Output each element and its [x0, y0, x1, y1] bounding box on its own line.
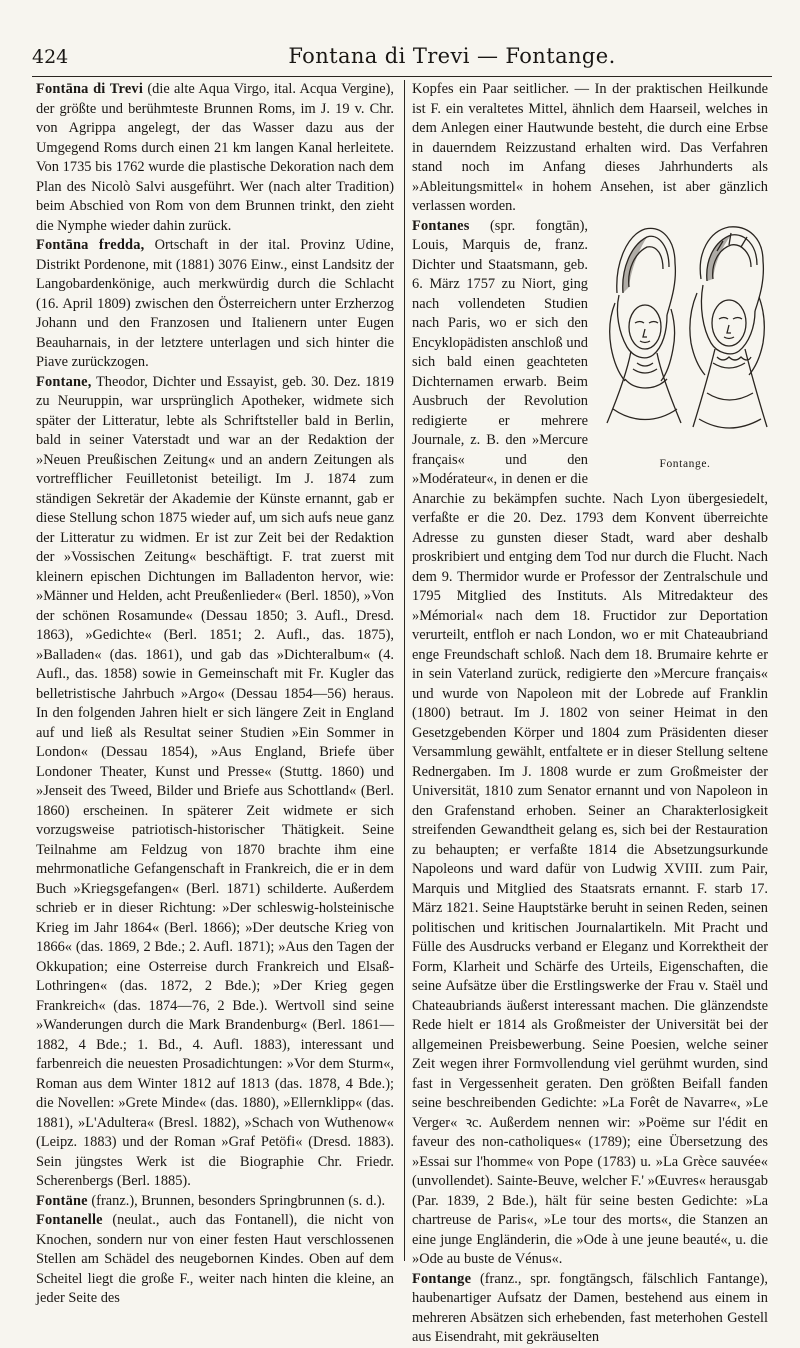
column-divider — [404, 80, 405, 1261]
entry-headword: Fontane, — [36, 373, 92, 390]
entry-text: Ortschaft in der ital. Provinz Udine, Distrikt Pordenone, mit (1881) 3076 Einw., einst Landsitz der Langobardenkönige, auch merkwürdig durch die Schlacht (16. April 1809) zwischen den Österreichern unter Erzherzog Johann und den Franzosen und Italienern unter Eugen Beauharnais, in der letztere unterlagen und sich hinter die Piave zurückzogen. — [36, 237, 394, 370]
fontange-figure — [596, 223, 774, 481]
entry-headword: Fontāna fredda, — [36, 237, 145, 253]
entry-text: (neulat., auch das Fontanell), die nicht von Knochen, sondern nur von einer festen Haut verschlossenen Stellen am Schädel des neugebornen Kindes. Oben auf dem Scheitel liegt die große F., weiter nach hinten die kleine, an jeder Seite des — [36, 1212, 394, 1306]
entry-text: Theodor, Dichter und Essayist, geb. 30. Dez. 1819 zu Neuruppin, war ursprünglich Apotheker, widmete sich später der Litteratur, lebte als Schriftsteller bald in Berlin, bald in seiner Vaterstadt und war an der Redaktion der »Neuen Preußischen Zeitung« und an andern Zeitungen als vortrefflicher Feuilletonist beteiligt. Im J. 1874 zum ständigen Sekretär der Akademie der Künste ernannt, gab er diese Stellung schon 1875 wieder auf, um sich aufs neue ganz der Litteratur zu widmen. Er ist zur Zeit bei der Redaktion der »Vossischen Zeitung« beschäftigt. F. trat zuerst mit kleinern epischen Dichtungen im Balladenton hervor, wie: »Männer und Helden, acht Preußenlieder« (Berl. 1850), »Von der schönen Rosamunde« (Dessau 1850; 3. Aufl., Dresd. 1863), »Gedichte« (Berl. 1851; 2. Aufl., das. 1875), »Balladen« (das. 1861), und gab das »Dichteralbum« (4. Aufl., das. 1858) sowie in Gemeinschaft mit Fr. Kugler das belletristische Jahrbuch »Argo« (Dessau 1854—56) heraus. In den folgenden Jahren hielt er sich längere Zeit in England auf und ließ als Resultat seiner Studien »Ein Sommer in London« (Dessau 1854), »Aus England, Briefe über Londoner Theater, Kunst und Presse« (Stuttg. 1860) und »Jenseit des Tweed, Bilder und Briefe aus Schottland« (Berl. 1860) erscheinen. In späterer Zeit widmete er sich vorzugsweise patriotisch-historischer Thätigkeit. Seine Teilnahme am Feldzug von 1870 brachte ihm eine mehrmonatliche Gefangenschaft in Frankreich, die er in dem Buch »Kriegsgefangen« (Berl. 1871) schilderte. Außerdem schrieb er in dieser Richtung: »Der schleswig-holsteinische Krieg im Jahr 1864« (Berl. 1866); »Der deutsche Krieg von 1866« (das. 1869, 2 Bde.; 2. Aufl. 1871); »Aus den Tagen der Okkupation; eine Osterreise durch Frankreich und Elsaß-Lothringen« (das. 1872, 2 Bde.); »Der Krieg gegen Frankreich« (das. 1874—76, 2 Bde.). Wertvoll sind seine »Wanderungen durch die Mark Brandenburg« (Berl. 1861—1882, 4 Bde.; 1. Bd., 4. Aufl. 1883), interessant und farbenreich die neuesten Prosadichtungen: »Vor dem Sturm«, Roman aus dem Winter 1812 auf 1813 (das. 1878, 4 Bde.); die Novellen: »Grete Minde« (das. 1880), »Ellernklipp« (das. 1881), »L'Adultera« (Bresl. 1882), »Schach von Wuthenow« (Leipz. 1883) und der Roman »Graf Petöfi« (Dresd. 1883). Sein jüngstes Werk ist die Biographie Chr. Friedr. Scherenbergs (Berl. 1885). — [36, 373, 394, 1189]
left-column — [36, 80, 394, 1306]
entry-fontana-fredda — [36, 236, 394, 373]
entry-fontana-di-trevi — [36, 80, 394, 236]
fontange-headdress-icon — [597, 223, 773, 451]
entry-fontane — [36, 373, 394, 1192]
entry-text: (franz.), Brunnen, besonders Springbrunnen (s. d.). — [87, 1192, 386, 1209]
entry-headword: Fontanelle — [36, 1212, 103, 1228]
entry-headword: Fontāna di Trevi — [36, 81, 144, 97]
entry-fontange — [412, 1270, 768, 1348]
figure-caption: Fontange. — [659, 457, 711, 470]
entry-fontaene — [36, 1192, 394, 1212]
entry-fontanelle-continued — [412, 80, 768, 217]
running-title: Fontana di Trevi — Fontange. — [288, 44, 616, 68]
entry-headword: Fontanes — [412, 217, 470, 234]
right-column — [412, 80, 768, 1345]
entry-fontanelle — [36, 1211, 394, 1309]
page-number: 424 — [32, 46, 69, 68]
page-header — [32, 44, 772, 70]
entry-headword: Fontange — [412, 1270, 472, 1287]
entry-text: (die alte Aqua Virgo, ital. Acqua Vergine), der größte und berühmteste Brunnen Roms, im J. 19 v. Chr. von Agrippa angelegt, der das Wasser dazu aus der Umgegend Roms durch einen 21 km langen Kanal herleitete. Von 1735 bis 1762 wurde die plastische Dekoration nach dem Plan des Nicolò Salvi ausgeführt. Wer (nach alter Tradition) beim Abschied von Rom von dem Brunnen trinkt, den zieht die Nymphe wieder dahin zurück. — [36, 81, 394, 234]
entry-text: Kopfes ein Paar seitlicher. — In der praktischen Heilkunde ist F. ein veraltetes Mittel, ähnlich dem Haarseil, welches in dem Anlegen einer Hautwunde besteht, die durch eine Erbse in dauerndem Reizzustand erhalten wird. Das Verfahren stand noch im Anfang dieses Jahrhunderts als »Ableitungsmittel« in hohem Ansehen, ist aber gänzlich verlassen worden. — [412, 81, 768, 214]
header-rule — [32, 76, 772, 77]
entry-headword: Fontäne — [36, 1192, 88, 1209]
entry-fontanes — [412, 217, 768, 1270]
entry-text: (spr. fongtān), Louis, Marquis de, franz. Dichter und Staatsmann, geb. 6. März 1757 zu Niort, ging nach vollendeten Studien nach Paris, wo er sich den Encyklopädisten anschloß und sich bald einen geachteten Dichternamen erwarb. Beim Ausbruch der Revolution redigierte er mehrere Journale, z. B. den »Mercure français« und den »Modérateur«, in denen er die Anarchie zu bekämpfen suchte. Nach Lyon übergesiedelt, verfaßte er die 20. Dez. 1793 dem Konvent überreichte Adresse zu gunsten dieser Stadt, ward aber deshalb proskribiert und entging dem Tod nur durch die Flucht. Nach dem 9. Thermidor wurde er Professor der Zentralschule und 1795 Mitglied des Instituts. Als Mitredakteur des »Mémorial« nach dem 18. Fructidor zur Deportation verurteilt, entfloh er nach London, wo er mit Chateaubriand enge Freundschaft schloß. Nach dem 18. Brumaire kehrte er in sein Vaterland zurück, redigierte den »Mercure français« und wurde von Napoleon mit der Lobrede auf Franklin (1800) betraut. Im J. 1802 von seiner Heimat in den Gesetzgebenden Körper und 1804 zum Präsidenten dieser Versammlung gewählt, entfaltete er in dieser Stellung seltene Rednergaben. Im J. 1808 wurde er zum Großmeister der Universität, 1810 zum Senator ernannt und von Napoleon in den Grafenstand erhoben. Seiner an Charakterlosigkeit streifenden Gewandtheit gelang es, sich bei der Restauration zu behaupten; er verfaßte 1814 die Absetzungsurkunde Napoleons und ward dafür von Ludwig XVIII. zum Pair, Marquis und Mitglied des Staatsrats ernannt. F. starb 17. März 1821. Seine Hauptstärke beruht in seinen Reden, seinen politischen und kritischen Journalartikeln. Mit Pracht und Fülle des Ausdrucks verband er Eleganz und Korrektheit der Form, Klarheit und Schärfe des Urteils, Eigenschaften, die seine Aufsätze über die Erstlingswerke der Frau v. Staël und Chateaubriands äußerst interessant machen. Die glänzendste Rede hielt er 1814 als Großmeister der Universität bei der allgemeinen Preisbewerbung. Seine Poesien, welche seiner Zeit wegen ihrer Formvollendung viel gerühmt wurden, sind fast in Vergessenheit geraten. Den größten Beifall fanden seine beschreibenden Gedichte: »La Forêt de Navarre«, »Le Verger« ꝛc. Außerdem nennen wir: »Poëme sur l'édit en faveur des non-catholiques« (1789); eine Übersetzung des »Essai sur l'homme« von Pope (1783) u. »La Grèce sauvée« (unvollendet). Sainte-Beuve, welcher F.' »Œuvres« herausgab (Par. 1839, 2 Bde.), hält für seine besten Gedichte: »La chartreuse de Paris«, »Le tour des morts«, die Stanzen an eine junge Engländerin, die »Ode à une jeune beauté«, u. die »Ode au buste de Vénus«. — [412, 217, 768, 1267]
entry-text: (franz., spr. fongtāngsch, fälschlich Fantange), haubenartiger Aufsatz der Damen, bestehend aus einem in mehreren Absätzen sich erhebenden, fast meterhohen Gestell aus Eisendraht, mit gekräuselten — [412, 1270, 768, 1345]
